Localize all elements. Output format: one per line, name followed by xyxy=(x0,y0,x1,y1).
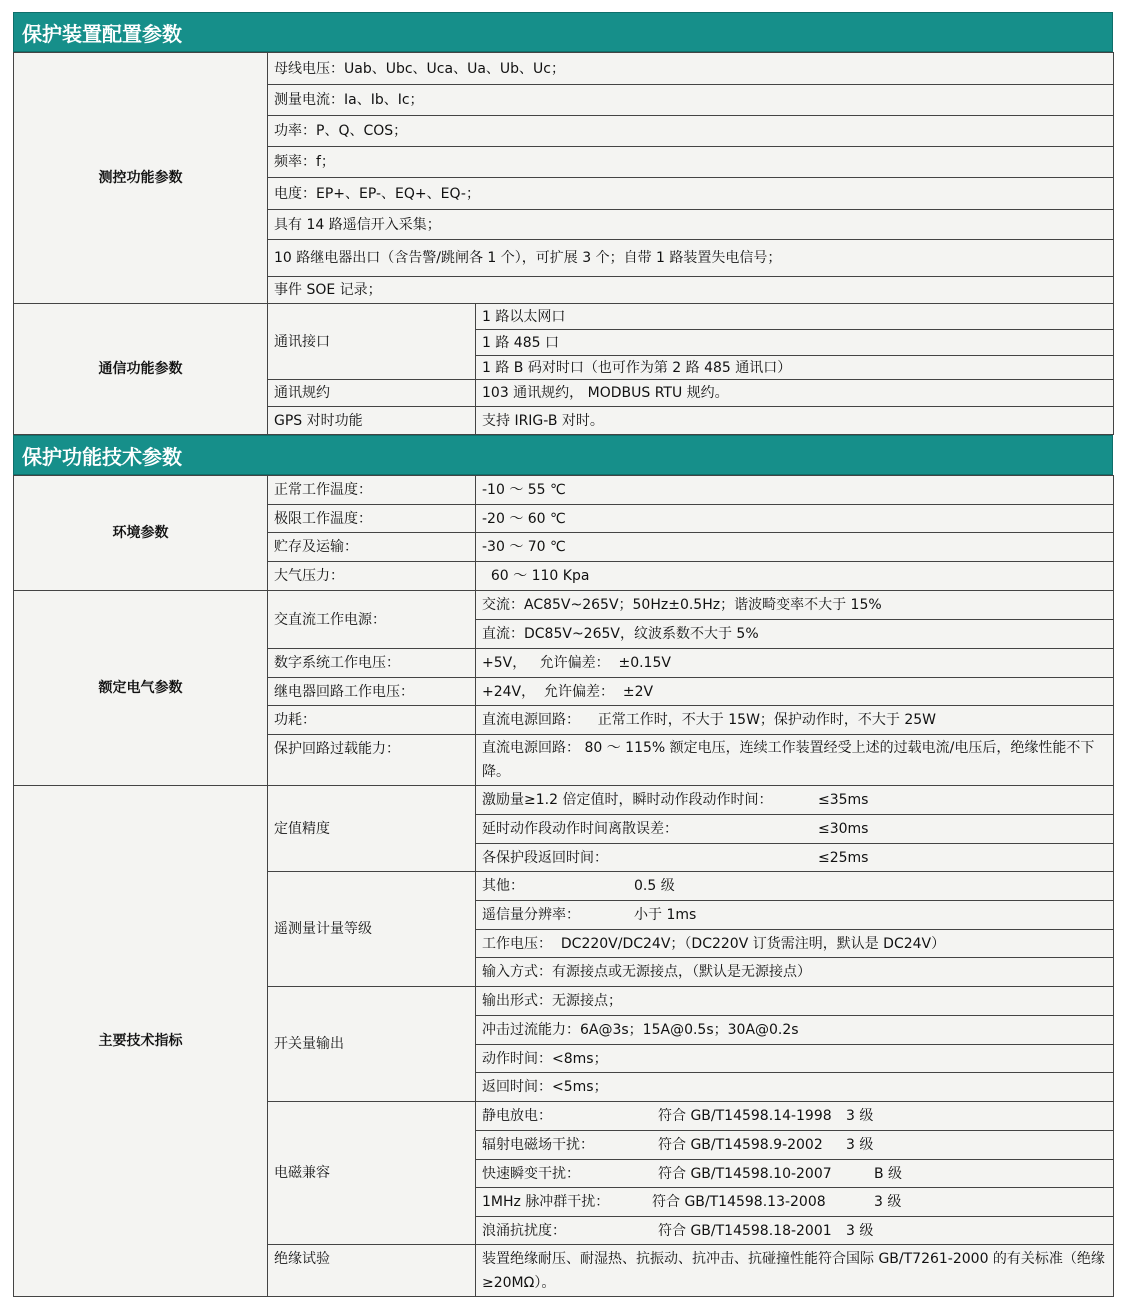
table-row xyxy=(14,591,1114,620)
item-value xyxy=(476,844,1114,872)
item-value: 装置绝缘耐压、耐湿热、抗振动、抗冲击、抗碰撞性能符合国际 GB/T7261-2000 的有关标准（绝缘≥20MΩ）。 xyxy=(476,1245,1114,1297)
item-name: 正常工作温度： xyxy=(268,476,476,505)
item-name: 开关量输出 xyxy=(268,987,476,1102)
item-value: 输出形式：无源接点； xyxy=(476,987,1114,1016)
table-row xyxy=(14,53,1114,85)
spec-label: 辐射电磁场干扰： xyxy=(482,1137,594,1153)
group-label-environment: 环境参数 xyxy=(14,476,268,591)
item-name: 数字系统工作电压： xyxy=(268,649,476,678)
item-value: -10 ～ 55 ℃ xyxy=(476,476,1114,505)
spec-value: ≤25ms xyxy=(818,849,869,866)
spec-value: 0.5 级 xyxy=(634,878,675,894)
item-name-comm-interface: 通讯接口 xyxy=(268,304,476,380)
item-name: 功耗： xyxy=(268,706,476,735)
spec-standard: 符合 GB/T14598.10-2007 xyxy=(658,1165,832,1182)
table-row xyxy=(14,786,1114,815)
item-name: 继电器回路工作电压： xyxy=(268,678,476,706)
item-value xyxy=(476,815,1114,844)
item-name: 大气压力： xyxy=(268,562,476,591)
group-label-rated-electrical: 额定电气参数 xyxy=(14,591,268,786)
item-value: 1 路 485 口 xyxy=(476,330,1114,356)
spec-grade: 3 级 xyxy=(846,1137,874,1153)
spec-label: 延时动作段动作时间离散误差： xyxy=(482,821,678,837)
item-value: 返回时间：<5ms； xyxy=(476,1073,1114,1102)
spec-grade: 3 级 xyxy=(846,1222,874,1239)
item-value: 1 路以太网口 xyxy=(476,304,1114,330)
section-title-protection: 保护功能技术参数 xyxy=(13,435,1113,475)
list-item: 功率：P、Q、COS； xyxy=(268,116,1114,147)
item-value: 冲击过流能力：6A@3s；15A@0.5s；30A@0.2s xyxy=(476,1016,1114,1045)
item-name: 交直流工作电源： xyxy=(268,591,476,649)
list-item: 测量电流：Ia、Ib、Ic； xyxy=(268,85,1114,116)
item-name-gps-sync: GPS 对时功能 xyxy=(268,407,476,435)
spec-label: 其他： xyxy=(482,878,524,894)
item-value: 60 ～ 110 Kpa xyxy=(476,562,1114,591)
item-value xyxy=(476,872,1114,901)
item-value: 直流电源回路： 正常工作时，不大于 15W；保护动作时，不大于 25W xyxy=(476,706,1114,735)
item-value: 1 路 B 码对时口（也可作为第 2 路 485 通讯口） xyxy=(476,356,1114,380)
item-value xyxy=(476,1160,1114,1188)
item-name: 定值精度 xyxy=(268,786,476,872)
group-label-main-specs: 主要技术指标 xyxy=(14,786,268,1297)
item-value: 交流：AC85V~265V；50Hz±0.5Hz；谐波畸变率不大于 15% xyxy=(476,591,1114,620)
item-name: 贮存及运输： xyxy=(268,533,476,562)
item-name: 极限工作温度： xyxy=(268,505,476,533)
item-value: 输入方式：有源接点或无源接点，（默认是无源接点） xyxy=(476,958,1114,987)
item-name: 绝缘试验 xyxy=(268,1245,476,1297)
protection-table xyxy=(13,475,1114,1297)
list-item: 母线电压：Uab、Ubc、Uca、Ua、Ub、Uc； xyxy=(268,53,1114,85)
list-item: 10 路继电器出口（含告警/跳闸各 1 个），可扩展 3 个；自带 1 路装置失电信号； xyxy=(268,240,1114,277)
item-value xyxy=(476,1102,1114,1131)
item-value: 103 通讯规约， MODBUS RTU 规约。 xyxy=(476,380,1114,407)
item-value: +5V， 允许偏差： ±0.15V xyxy=(476,649,1114,678)
spec-label: 浪涌抗扰度： xyxy=(482,1222,566,1239)
item-name: 保护回路过载能力： xyxy=(268,735,476,786)
item-value xyxy=(476,901,1114,930)
item-value xyxy=(476,1217,1114,1245)
group-label-communication: 通信功能参数 xyxy=(14,304,268,435)
spec-standard: 符合 GB/T14598.14-1998 xyxy=(658,1108,832,1124)
list-item: 频率：f； xyxy=(268,147,1114,178)
item-value: +24V， 允许偏差： ±2V xyxy=(476,678,1114,706)
spec-label: 快速瞬变干扰： xyxy=(482,1165,580,1182)
list-item: 具有 14 路遥信开入采集； xyxy=(268,210,1114,240)
item-value: -20 ～ 60 ℃ xyxy=(476,505,1114,533)
item-value xyxy=(476,786,1114,815)
item-name-comm-protocol: 通讯规约 xyxy=(268,380,476,407)
spec-grade: B 级 xyxy=(874,1165,903,1182)
config-table xyxy=(13,52,1114,435)
item-value: 动作时间：<8ms； xyxy=(476,1045,1114,1073)
list-item: 事件 SOE 记录； xyxy=(268,277,1114,304)
item-value xyxy=(476,1131,1114,1160)
item-value: -30 ～ 70 ℃ xyxy=(476,533,1114,562)
spec-label: 各保护段返回时间： xyxy=(482,849,608,866)
spec-label: 1MHz 脉冲群干扰： xyxy=(482,1194,610,1210)
section-title-config: 保护装置配置参数 xyxy=(13,12,1113,52)
spec-label: 遥信量分辨率： xyxy=(482,907,580,923)
spec-sheet xyxy=(13,12,1113,1297)
spec-standard: 符合 GB/T14598.18-2001 xyxy=(658,1222,832,1239)
spec-label: 激励量≥1.2 倍定值时，瞬时动作段动作时间： xyxy=(482,792,773,808)
item-name: 电磁兼容 xyxy=(268,1102,476,1245)
spec-grade: 3 级 xyxy=(846,1108,874,1124)
spec-label: 静电放电： xyxy=(482,1108,552,1124)
spec-value: ≤35ms xyxy=(818,792,869,808)
spec-standard: 符合 GB/T14598.13-2008 xyxy=(652,1194,826,1210)
item-name: 遥测量计量等级 xyxy=(268,872,476,987)
item-value: 工作电压： DC220V/DC24V；（DC220V 订货需注明，默认是 DC24V） xyxy=(476,930,1114,958)
list-item: 电度：EP+、EP-、EQ+、EQ-； xyxy=(268,178,1114,210)
group-label-measure-control: 测控功能参数 xyxy=(14,53,268,304)
item-value xyxy=(476,1188,1114,1217)
item-value: 直流电源回路： 80 ～ 115% 额定电压，连续工作装置经受上述的过载电流/电压后，绝缘性能不下降。 xyxy=(476,735,1114,786)
table-row xyxy=(14,304,1114,330)
spec-standard: 符合 GB/T14598.9-2002 xyxy=(658,1137,823,1153)
item-value: 支持 IRIG-B 对时。 xyxy=(476,407,1114,435)
spec-value: ≤30ms xyxy=(818,821,869,837)
spec-value: 小于 1ms xyxy=(634,907,697,923)
spec-grade: 3 级 xyxy=(874,1194,902,1210)
item-value: 直流：DC85V~265V，纹波系数不大于 5% xyxy=(476,620,1114,649)
table-row xyxy=(14,476,1114,505)
